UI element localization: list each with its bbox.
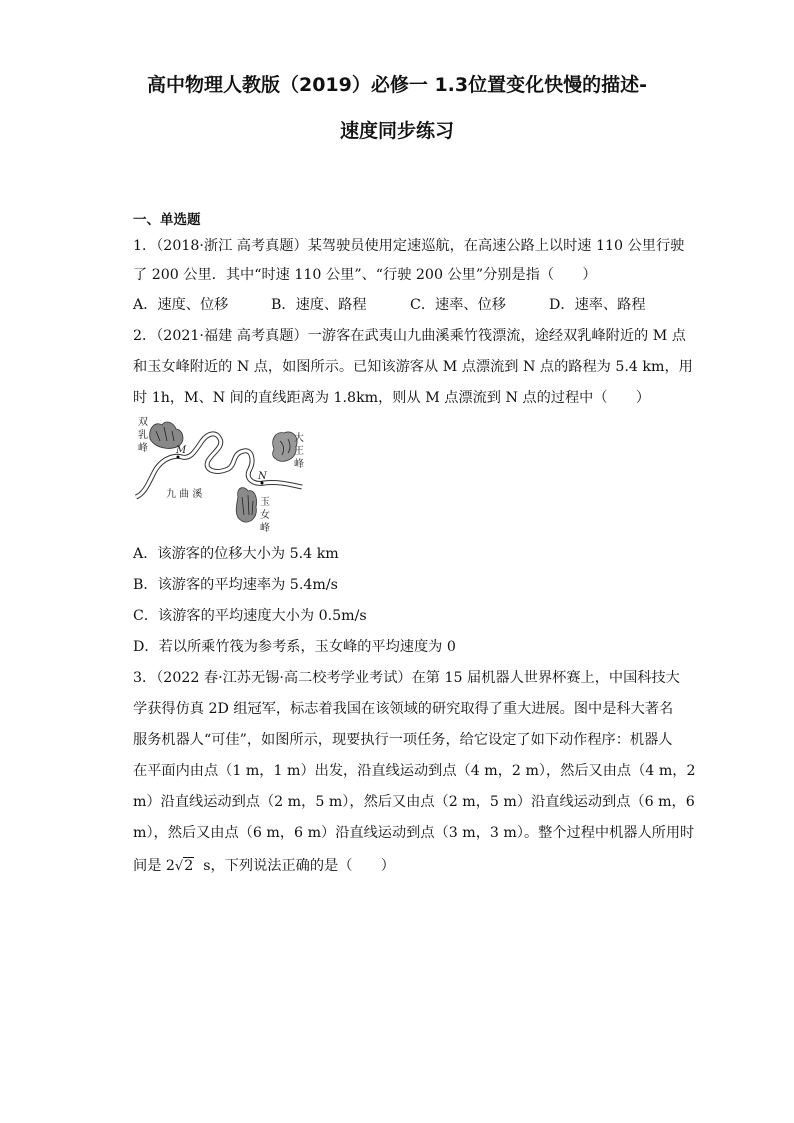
jiuqu-stream-map <box>132 413 308 535</box>
q3-sqrt-radicand: 2 <box>184 858 194 874</box>
q2-option-b: B．该游客的平均速率为 5.4m/s <box>133 577 338 593</box>
label-dawang-3: 峰 <box>294 459 304 470</box>
q1-line1: 1．（2018·浙江 高考真题）某驾驶员使用定速巡航，在高速公路上以时速 110 公里行驶 <box>133 238 685 254</box>
q2-line1: 2．（2021·福建 高考真题）一游客在武夷山九曲溪乘竹筏漂流，途经双乳峰附近的 M 点 <box>133 328 686 344</box>
q3-line3: 服务机器人“可佳”，如图所示，现要执行一项任务，给它设定了如下动作程序：机器人 <box>133 732 673 748</box>
label-shuangru-3: 峰 <box>138 443 148 454</box>
label-yunv-1: 玉 <box>260 497 270 508</box>
sqrt-sign: √ <box>174 859 184 874</box>
label-dawang-1: 大 <box>294 433 304 444</box>
section-heading: 一、单选题 <box>133 212 201 228</box>
label-yunv-3: 峰 <box>260 523 270 534</box>
q2-line2: 和玉女峰附近的 N 点，如图所示。已知该游客从 M 点漂流到 N 点的路程为 5.4 km，用 <box>133 359 693 375</box>
q3-line4: 在平面内由点（1 m，1 m）出发，沿直线运动到点（4 m，2 m），然后又由点（4 m，2 <box>133 763 696 779</box>
label-dawang-2: 王 <box>294 446 304 457</box>
q1-option-a: A．速度、位移 <box>133 297 229 313</box>
q1-option-b: B．速度、路程 <box>271 297 367 313</box>
q1-option-c: C．速率、位移 <box>410 297 506 313</box>
q3-line5: m）沿直线运动到点（2 m，5 m），然后又由点（2 m，5 m）沿直线运动到点（6 m，6 <box>133 794 695 810</box>
q2-option-a: A．该游客的位移大小为 5.4 km <box>133 546 339 562</box>
q3-line7-suffix: s，下列说法正确的是（ ） <box>194 858 395 874</box>
document-title-line1: 高中物理人教版（2019）必修一 1.3位置变化快慢的描述- <box>146 74 648 96</box>
label-yunv-2: 女 <box>260 510 270 521</box>
label-point-m: M <box>176 445 187 456</box>
q3-line7 <box>133 856 395 877</box>
q2-option-d: D．若以所乘竹筏为参考系，玉女峰的平均速度为 0 <box>133 639 456 655</box>
q1-line2: 了 200 公里．其中“时速 110 公里”、“行驶 200 公里”分别是指（ ） <box>133 267 597 283</box>
label-jiuqu-stream: 九 曲 溪 <box>166 489 203 500</box>
label-point-n: N <box>258 471 267 482</box>
q3-line6: m），然后又由点（6 m，6 m）沿直线运动到点（3 m，3 m）。整个过程中机器人所用时 <box>133 825 695 841</box>
q3-line1: 3．（2022 春·江苏无锡·高二校考学业考试）在第 15 届机器人世界杯赛上，中国科技大 <box>133 670 680 686</box>
yunv-peak-icon <box>236 488 256 522</box>
q2-line3: 时 1h，M、N 间的直线距离为 1.8km，则从 M 点漂流到 N 点的过程中（ ） <box>133 390 651 406</box>
q1-option-d: D．速率、路程 <box>549 297 646 313</box>
label-shuangru-2: 乳 <box>138 430 148 441</box>
q3-line7-prefix: 间是 2 <box>133 858 175 874</box>
document-title-line2: 速度同步练习 <box>339 120 454 142</box>
q3-line2: 学获得仿真 2D 组冠军，标志着我国在该领域的研究取得了重大进展。图中是科大著名 <box>133 701 674 717</box>
q2-option-c: C．该游客的平均速度大小为 0.5m/s <box>133 608 367 624</box>
label-shuangru-1: 双 <box>138 417 148 428</box>
